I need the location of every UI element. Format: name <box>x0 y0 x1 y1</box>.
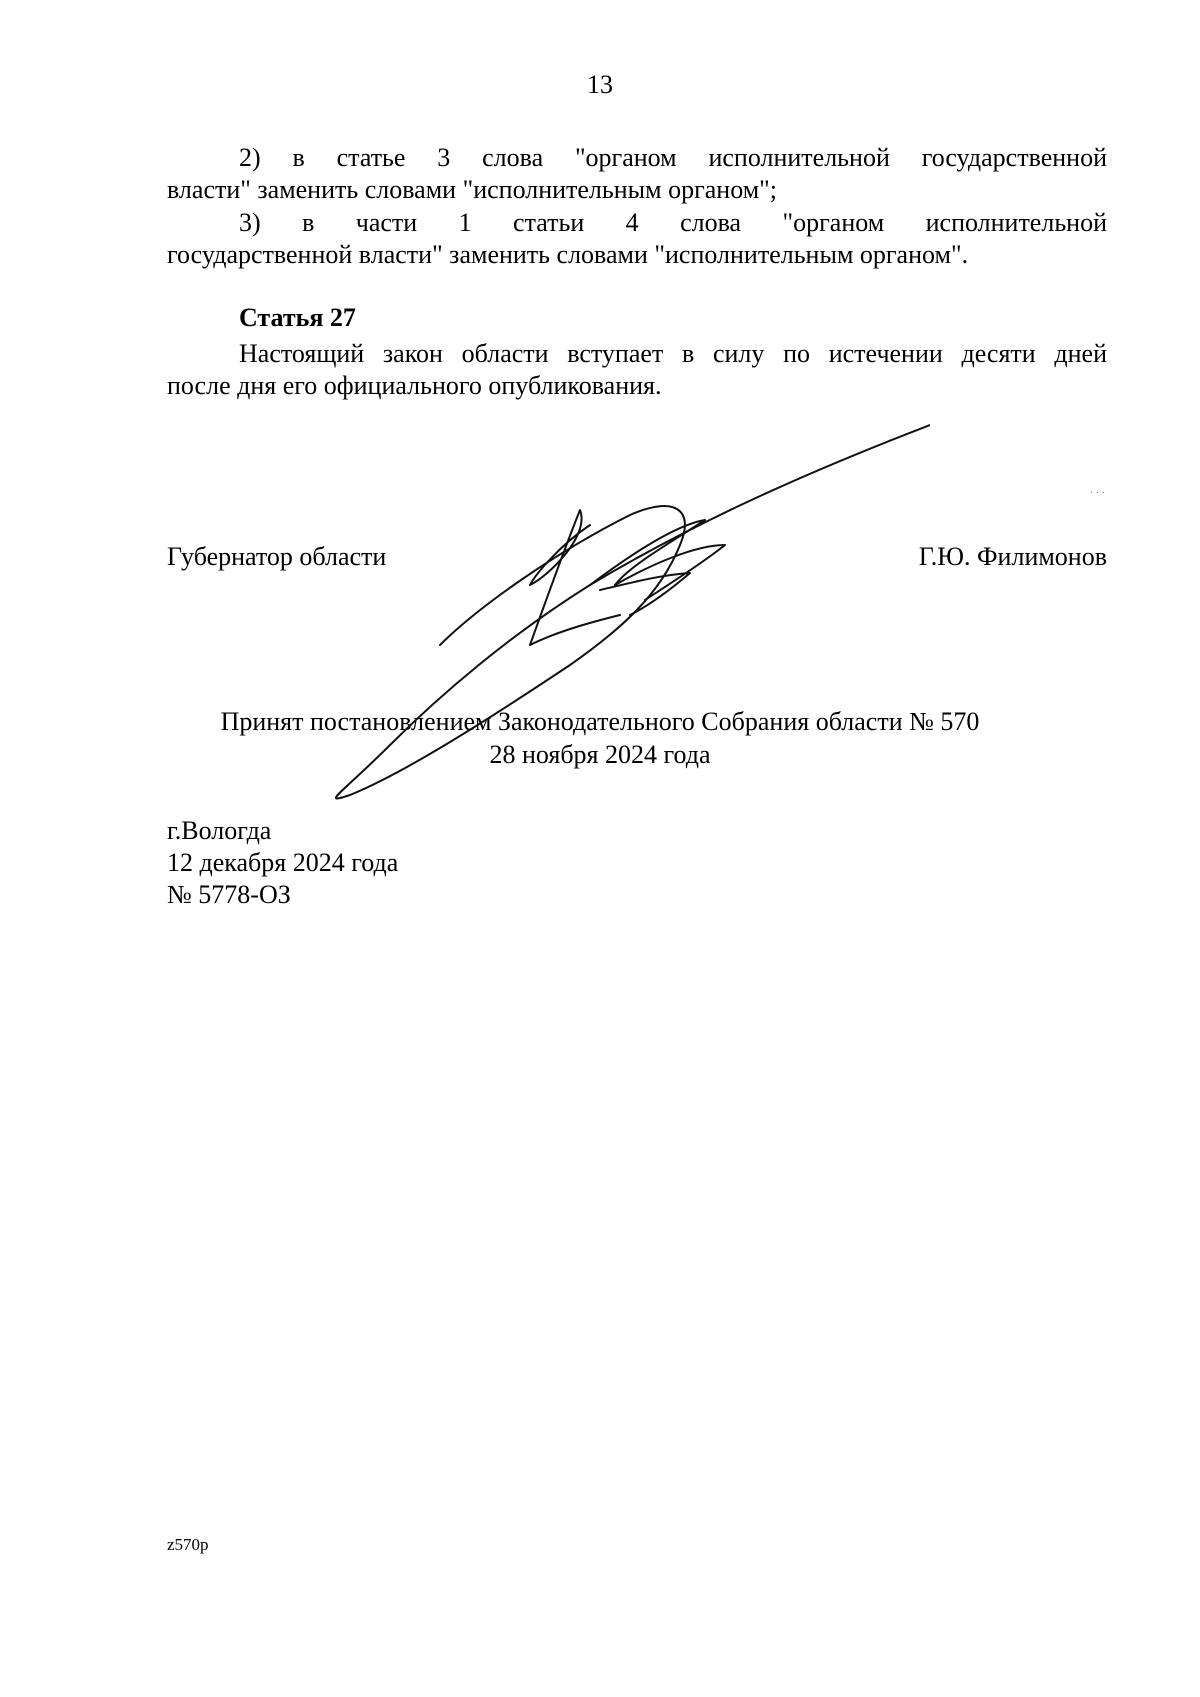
amendment-line: 2) в статье 3 слова "органом исполнительной государственной <box>239 143 1107 172</box>
document-code: z570p <box>167 1535 209 1554</box>
signatory-position: Губернатор области <box>167 542 387 571</box>
page-number: 13 <box>587 70 613 99</box>
handwritten-signature <box>330 415 930 815</box>
article-line: после дня его официального опубликования. <box>167 371 662 400</box>
adoption-date: 28 ноября 2024 года <box>489 740 711 769</box>
amendment-item-2 <box>167 142 1107 206</box>
article-text <box>167 338 1107 402</box>
adoption-line: Принят постановлением Законодательного Собрания области № 570 <box>220 707 980 736</box>
article-line: Настоящий закон области вступает в силу по истечении десяти дней <box>239 339 1107 368</box>
scan-artifact: · · · <box>1090 488 1105 499</box>
amendment-line: государственной власти" заменить словами "исполнительным органом". <box>167 240 969 269</box>
signatory-name: Г.Ю. Филимонов <box>918 542 1107 571</box>
article-heading: Статья 27 <box>239 303 356 332</box>
signing-date: 12 декабря 2024 года <box>167 848 399 877</box>
city: г.Вологда <box>167 816 272 845</box>
amendment-line: 3) в части 1 статьи 4 слова "органом исполнительной <box>239 208 1107 237</box>
amendment-line: власти" заменить словами "исполнительным органом"; <box>167 175 778 204</box>
amendment-item-3 <box>167 207 1107 271</box>
place-date-number <box>167 815 398 911</box>
law-number: № 5778-ОЗ <box>167 880 291 909</box>
